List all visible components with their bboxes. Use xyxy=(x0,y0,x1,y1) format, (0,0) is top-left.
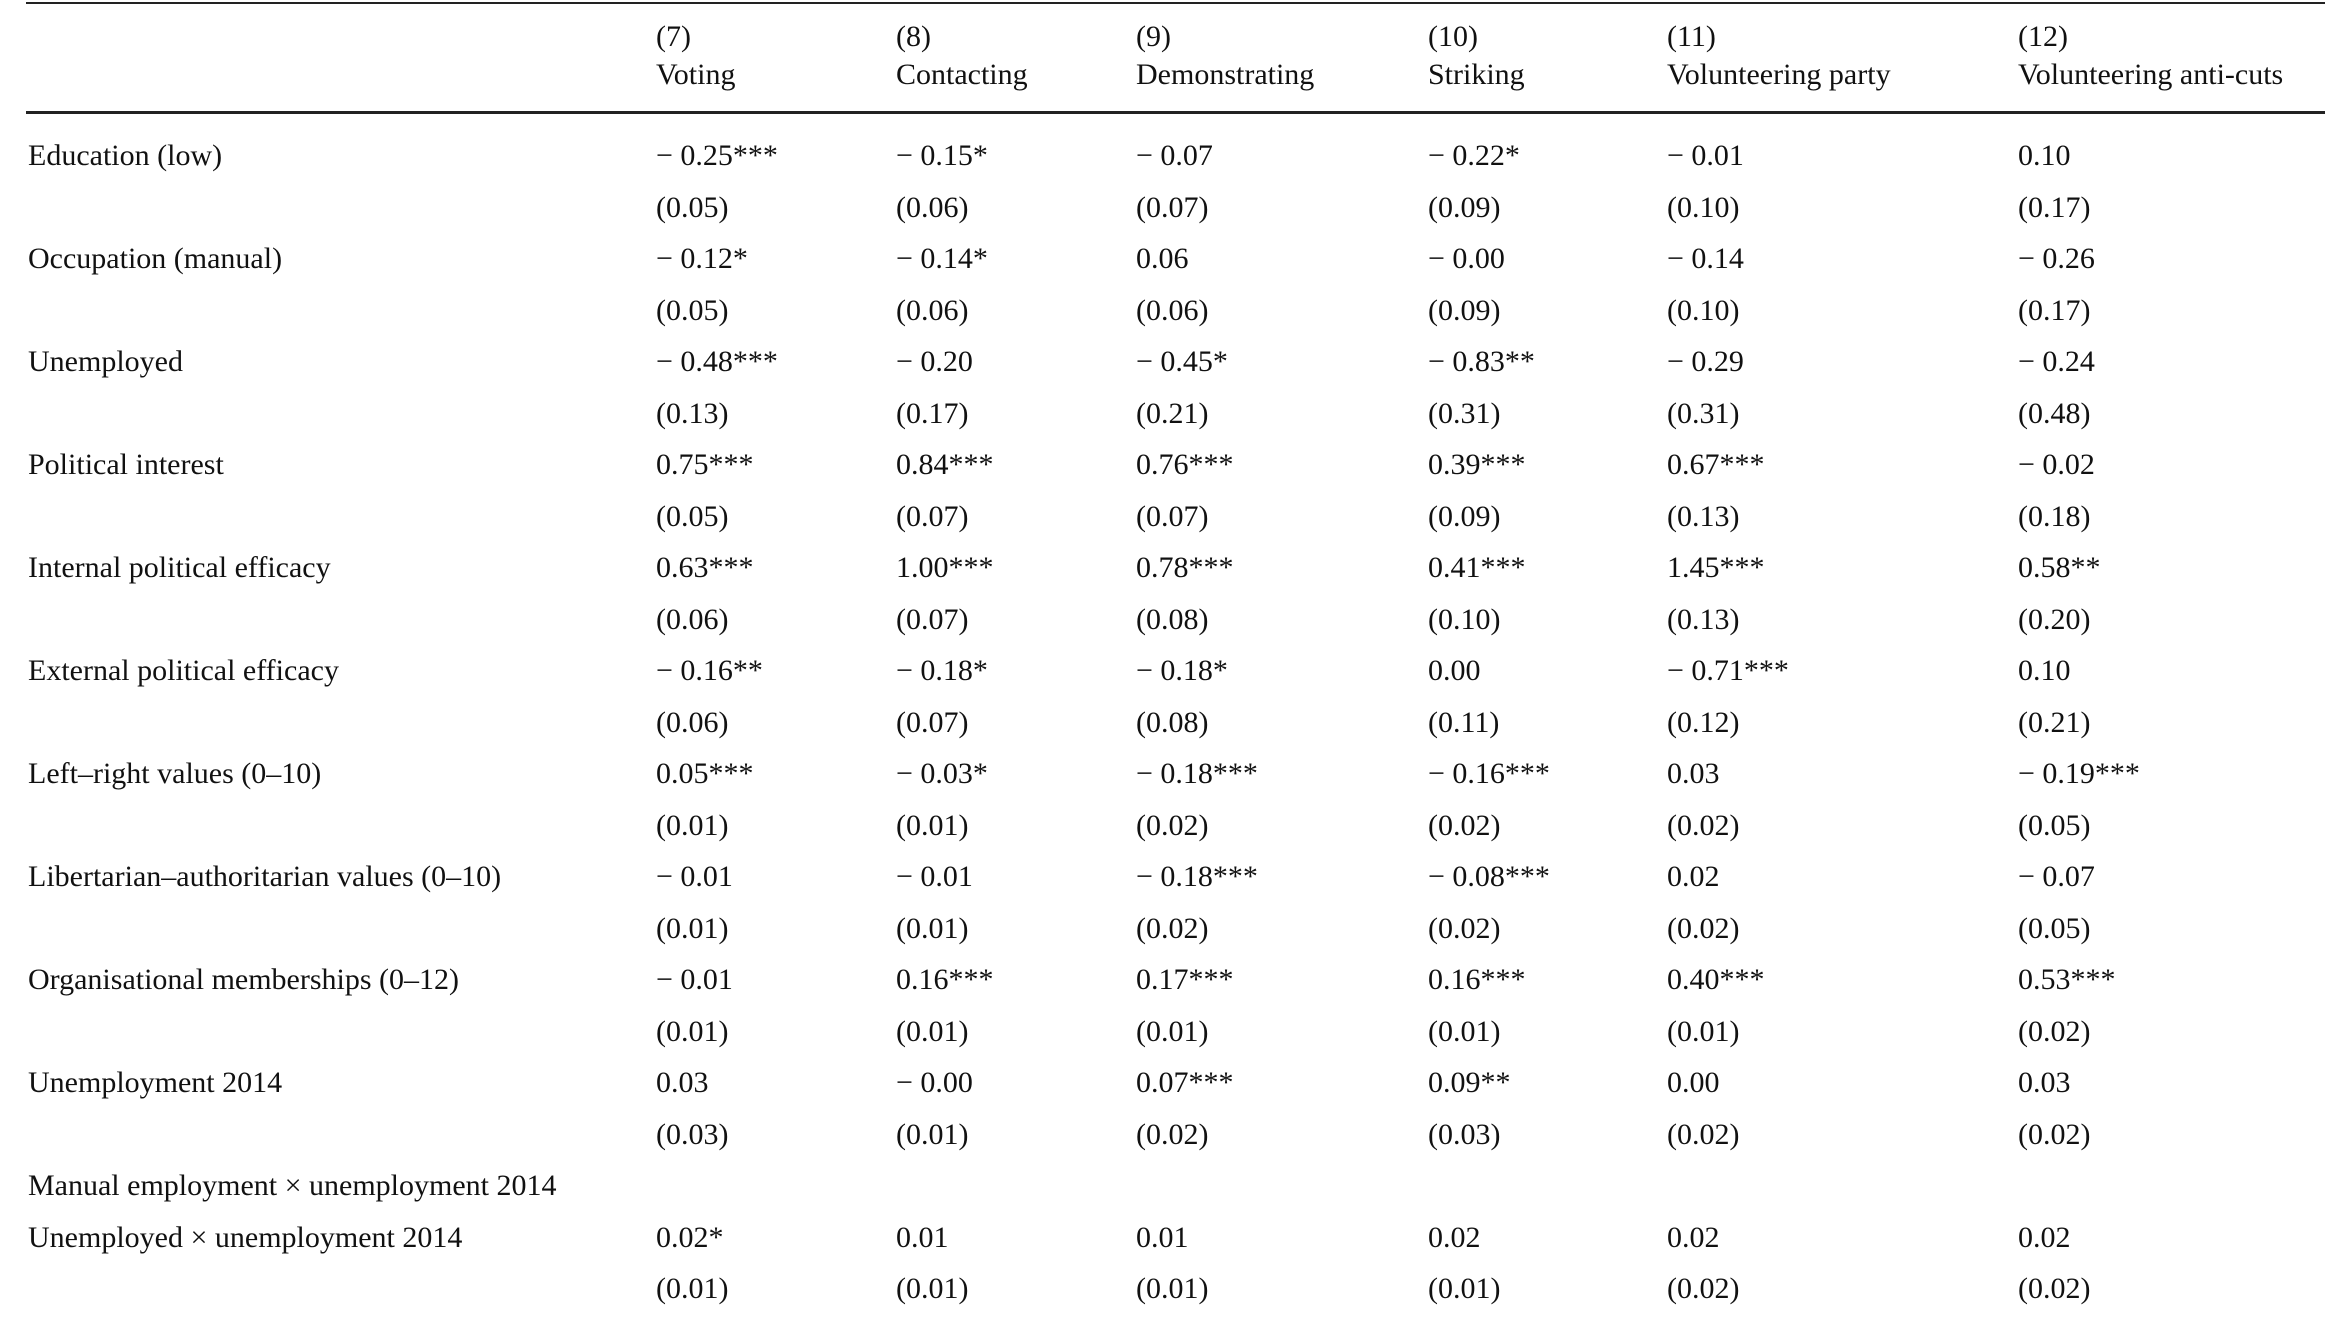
table-cell: − 0.71*** xyxy=(1667,654,1789,687)
table-cell: 0.40*** xyxy=(1667,963,1765,996)
table-cell: (0.13) xyxy=(1667,499,1740,533)
table-cell: (0.07) xyxy=(896,705,969,739)
table-cell: 0.58** xyxy=(2018,551,2101,584)
table-cell: (0.21) xyxy=(2018,705,2091,739)
table-cell: 0.03 xyxy=(2018,1066,2071,1099)
table-cell: 0.01 xyxy=(896,1220,949,1254)
table-cell: 0.09** xyxy=(1428,1066,1511,1099)
table-cell: 0.06 xyxy=(1136,242,1189,275)
table-cell: 0.03 xyxy=(1667,757,1720,790)
table-cell: (0.21) xyxy=(1136,396,1209,430)
row-label: Education (low) xyxy=(28,139,223,172)
table-cell: (0.01) xyxy=(896,1014,969,1048)
table-cell: (0.01) xyxy=(896,911,969,945)
table-cell: (0.01) xyxy=(896,1117,969,1151)
table-cell: 0.63*** xyxy=(656,551,754,584)
table-cell: − 0.08*** xyxy=(1428,860,1550,893)
table-cell: − 0.25*** xyxy=(656,139,778,172)
column-number: (9) xyxy=(1136,20,1171,53)
table-cell: − 0.45* xyxy=(1136,345,1228,378)
table-row xyxy=(0,1063,2350,1115)
table-cell: − 0.48*** xyxy=(656,345,778,378)
table-cell: − 0.01 xyxy=(1667,139,1744,172)
table-cell: (0.06) xyxy=(896,293,969,327)
table-row xyxy=(0,497,2350,549)
table-cell: 1.45*** xyxy=(1667,551,1765,584)
table-cell: − 0.15* xyxy=(896,139,988,172)
table-cell: (0.05) xyxy=(656,293,729,327)
table-row xyxy=(0,342,2350,394)
row-label: Political interest xyxy=(28,448,224,481)
column-header-volunteering-party xyxy=(1667,18,1891,94)
table-cell: (0.02) xyxy=(2018,1014,2091,1048)
table-cell: (0.07) xyxy=(896,602,969,636)
table-cell: (0.09) xyxy=(1428,499,1501,533)
table-row xyxy=(0,960,2350,1012)
table-cell: (0.01) xyxy=(656,911,729,945)
column-number: (8) xyxy=(896,20,931,53)
table-cell: − 0.14* xyxy=(896,242,988,275)
table-cell: (0.07) xyxy=(1136,190,1209,224)
table-cell: (0.01) xyxy=(656,1272,729,1305)
column-name: Contacting xyxy=(896,58,1028,91)
table-cell: − 0.24 xyxy=(2018,345,2095,378)
table-cell: (0.06) xyxy=(896,190,969,224)
table-cell: 0.02 xyxy=(1667,1220,1720,1254)
table-row xyxy=(0,445,2350,497)
table-cell: 0.78*** xyxy=(1136,551,1234,584)
table-cell: − 0.83** xyxy=(1428,345,1535,378)
table-cell: (0.06) xyxy=(1136,293,1209,327)
table-cell: (0.08) xyxy=(1136,602,1209,636)
table-cell: (0.01) xyxy=(656,808,729,842)
row-label: Manual employment × unemployment 2014 xyxy=(28,1169,557,1202)
table-cell: 1.00*** xyxy=(896,551,994,584)
table-cell: − 0.12* xyxy=(656,242,748,275)
table-cell: − 0.00 xyxy=(1428,242,1505,275)
column-header-voting xyxy=(656,18,735,94)
column-name: Volunteering anti-cuts xyxy=(2018,58,2284,91)
table-cell: (0.01) xyxy=(1667,1014,1740,1048)
column-header-contacting xyxy=(896,18,1028,94)
table-cell: − 0.03* xyxy=(896,757,988,790)
table-cell: (0.01) xyxy=(896,1272,969,1305)
table-cell: (0.01) xyxy=(1136,1272,1209,1305)
table-cell: 0.16*** xyxy=(1428,963,1526,996)
table-cell: (0.10) xyxy=(1667,293,1740,327)
table-row xyxy=(0,600,2350,652)
table-cell: (0.05) xyxy=(2018,808,2091,842)
row-label: External political efficacy xyxy=(28,654,339,687)
table-cell: − 0.02 xyxy=(2018,448,2095,481)
table-row xyxy=(0,1012,2350,1064)
table-cell: − 0.07 xyxy=(2018,860,2095,893)
table-cell: (0.18) xyxy=(2018,499,2091,533)
table-cell: 0.10 xyxy=(2018,654,2071,687)
table-cell: 0.02 xyxy=(2018,1220,2071,1254)
table-cell: − 0.20 xyxy=(896,345,973,378)
table-cell: (0.13) xyxy=(1667,602,1740,636)
table-cell: (0.02) xyxy=(1136,808,1209,842)
row-label: Libertarian–authoritarian values (0–10) xyxy=(28,860,502,893)
table-cell: (0.17) xyxy=(2018,190,2091,224)
table-cell: − 0.16** xyxy=(656,654,763,687)
table-row xyxy=(0,188,2350,240)
table-cell: − 0.01 xyxy=(656,963,733,996)
table-cell: (0.01) xyxy=(1136,1014,1209,1048)
table-cell: 0.02 xyxy=(1428,1220,1481,1254)
table-row xyxy=(0,394,2350,446)
table-cell: 0.00 xyxy=(1428,654,1481,687)
table-row xyxy=(0,239,2350,291)
column-header-striking xyxy=(1428,18,1525,94)
table-cell: (0.13) xyxy=(656,396,729,430)
table-cell: (0.17) xyxy=(2018,293,2091,327)
table-row xyxy=(0,136,2350,188)
column-header-volunteering-anti-cuts xyxy=(2018,18,2283,94)
table-cell: − 0.00 xyxy=(896,1066,973,1099)
table-cell: 0.39*** xyxy=(1428,448,1526,481)
table-cell: (0.02) xyxy=(1136,1117,1209,1151)
table-cell: (0.02) xyxy=(1667,1117,1740,1151)
table-cell: 0.02 xyxy=(1667,860,1720,893)
table-cell: − 0.14 xyxy=(1667,242,1744,275)
table-row xyxy=(0,1166,2350,1218)
table-cell: (0.09) xyxy=(1428,293,1501,327)
table-cell: 0.67*** xyxy=(1667,448,1765,481)
table-cell: (0.10) xyxy=(1667,190,1740,224)
table-cell: (0.02) xyxy=(1428,808,1501,842)
table-cell: (0.03) xyxy=(1428,1117,1501,1151)
row-label: Unemployed xyxy=(28,345,183,378)
table-cell: 0.05*** xyxy=(656,757,754,790)
table-cell: (0.01) xyxy=(896,808,969,842)
table-row xyxy=(0,548,2350,600)
table-row xyxy=(0,754,2350,806)
row-label: Occupation (manual) xyxy=(28,242,283,275)
column-number: (10) xyxy=(1428,20,1478,53)
table-cell: − 0.29 xyxy=(1667,345,1744,378)
table-cell: (0.01) xyxy=(1428,1272,1501,1305)
table-cell: 0.75*** xyxy=(656,448,754,481)
row-label: Unemployed × unemployment 2014 xyxy=(28,1220,463,1254)
table-cell: (0.05) xyxy=(656,499,729,533)
table-cell: (0.03) xyxy=(656,1117,729,1151)
table-cell: (0.06) xyxy=(656,705,729,739)
table-cell: − 0.19*** xyxy=(2018,757,2140,790)
column-name: Striking xyxy=(1428,58,1525,91)
column-name: Demonstrating xyxy=(1136,58,1315,91)
table-body xyxy=(0,136,2350,1321)
table-cell: − 0.18*** xyxy=(1136,757,1258,790)
table-cell: (0.02) xyxy=(1428,911,1501,945)
table-cell: (0.02) xyxy=(1667,808,1740,842)
table-row xyxy=(0,291,2350,343)
table-cell: − 0.07 xyxy=(1136,139,1213,172)
table-cell: 0.10 xyxy=(2018,139,2071,172)
table-top-rule xyxy=(26,2,2325,4)
table-cell: (0.01) xyxy=(656,1014,729,1048)
table-cell: (0.20) xyxy=(2018,602,2091,636)
table-cell: (0.02) xyxy=(2018,1272,2091,1305)
table-cell: 0.16*** xyxy=(896,963,994,996)
row-label: Organisational memberships (0–12) xyxy=(28,963,460,996)
table-cell: (0.02) xyxy=(1667,911,1740,945)
row-label: Unemployment 2014 xyxy=(28,1066,283,1099)
table-row xyxy=(0,703,2350,755)
table-cell: 0.03 xyxy=(656,1066,709,1099)
table-header-rule xyxy=(26,111,2325,114)
table-cell: 0.84*** xyxy=(896,448,994,481)
table-cell: (0.11) xyxy=(1428,705,1500,739)
row-label: Left–right values (0–10) xyxy=(28,757,322,790)
table-cell: − 0.18* xyxy=(1136,654,1228,687)
table-header xyxy=(0,18,2350,98)
table-cell: (0.02) xyxy=(2018,1117,2091,1151)
column-number: (11) xyxy=(1667,20,1716,53)
table-cell: − 0.01 xyxy=(656,860,733,893)
table-row xyxy=(0,909,2350,961)
table-cell: 0.07*** xyxy=(1136,1066,1234,1099)
table-cell: (0.05) xyxy=(656,190,729,224)
table-cell: 0.00 xyxy=(1667,1066,1720,1099)
table-cell: − 0.26 xyxy=(2018,242,2095,275)
table-cell: (0.06) xyxy=(656,602,729,636)
table-cell: (0.07) xyxy=(896,499,969,533)
table-cell: − 0.18* xyxy=(896,654,988,687)
table-cell: 0.01 xyxy=(1136,1220,1189,1254)
table-cell: (0.08) xyxy=(1136,705,1209,739)
table-cell: (0.07) xyxy=(1136,499,1209,533)
column-header-demonstrating xyxy=(1136,18,1314,94)
table-cell: 0.53*** xyxy=(2018,963,2116,996)
table-row xyxy=(0,1115,2350,1167)
table-cell: (0.01) xyxy=(1428,1014,1501,1048)
table-cell: (0.05) xyxy=(2018,911,2091,945)
table-cell: (0.02) xyxy=(1667,1272,1740,1305)
table-row xyxy=(0,857,2350,909)
column-name: Volunteering party xyxy=(1667,58,1891,91)
table-row xyxy=(0,651,2350,703)
table-cell: (0.09) xyxy=(1428,190,1501,224)
table-cell: (0.10) xyxy=(1428,602,1501,636)
table-cell: (0.12) xyxy=(1667,705,1740,739)
table-cell: − 0.18*** xyxy=(1136,860,1258,893)
table-cell: − 0.01 xyxy=(896,860,973,893)
table-cell: − 0.22* xyxy=(1428,139,1520,172)
table-cell: (0.31) xyxy=(1667,396,1740,430)
table-cell: 0.76*** xyxy=(1136,448,1234,481)
column-name: Voting xyxy=(656,58,736,91)
table-row xyxy=(0,806,2350,858)
table-cell: (0.02) xyxy=(1136,911,1209,945)
column-number: (12) xyxy=(2018,20,2068,53)
table-row xyxy=(0,1269,2350,1321)
table-cell: (0.17) xyxy=(896,396,969,430)
table-cell: (0.31) xyxy=(1428,396,1501,430)
table-cell: 0.02* xyxy=(656,1220,724,1254)
table-cell: (0.48) xyxy=(2018,396,2091,430)
table-row xyxy=(0,1218,2350,1270)
table-cell: 0.17*** xyxy=(1136,963,1234,996)
table-cell: 0.41*** xyxy=(1428,551,1526,584)
column-number: (7) xyxy=(656,20,691,53)
row-label: Internal political efficacy xyxy=(28,551,331,584)
table-cell: − 0.16*** xyxy=(1428,757,1550,790)
